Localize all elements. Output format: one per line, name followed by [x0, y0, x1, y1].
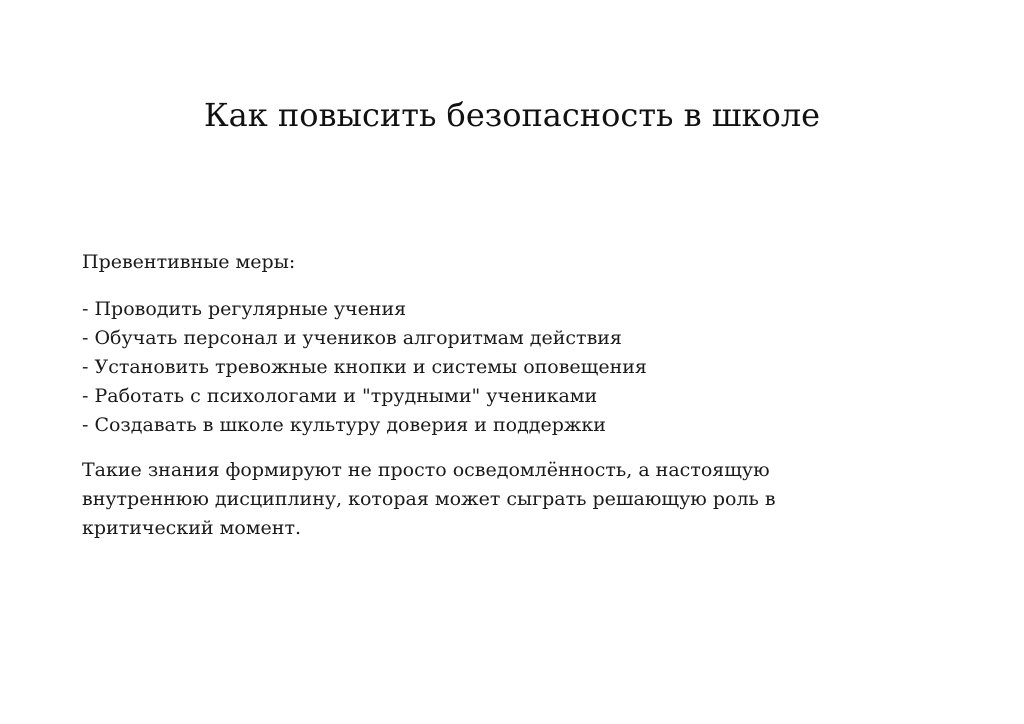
measures-list	[82, 295, 882, 440]
list-item: - Установить тревожные кнопки и системы оповещения	[82, 356, 647, 378]
conclusion-paragraph: Такие знания формируют не просто осведомлённость, а настоящую внутреннюю дисциплину, которая может сыграть решающую роль в критический момент.	[82, 459, 776, 539]
preventive-measures-heading: Превентивные меры:	[82, 251, 296, 273]
list-item: - Проводить регулярные учения	[82, 298, 407, 320]
slide-title: Как повысить безопасность в школе	[203, 96, 821, 134]
list-item: - Работать с психологами и "трудными" учениками	[82, 385, 598, 407]
list-item: - Создавать в школе культуру доверия и поддержки	[82, 414, 606, 436]
slide-content	[82, 248, 882, 543]
list-item: - Обучать персонал и учеников алгоритмам действия	[82, 327, 622, 349]
